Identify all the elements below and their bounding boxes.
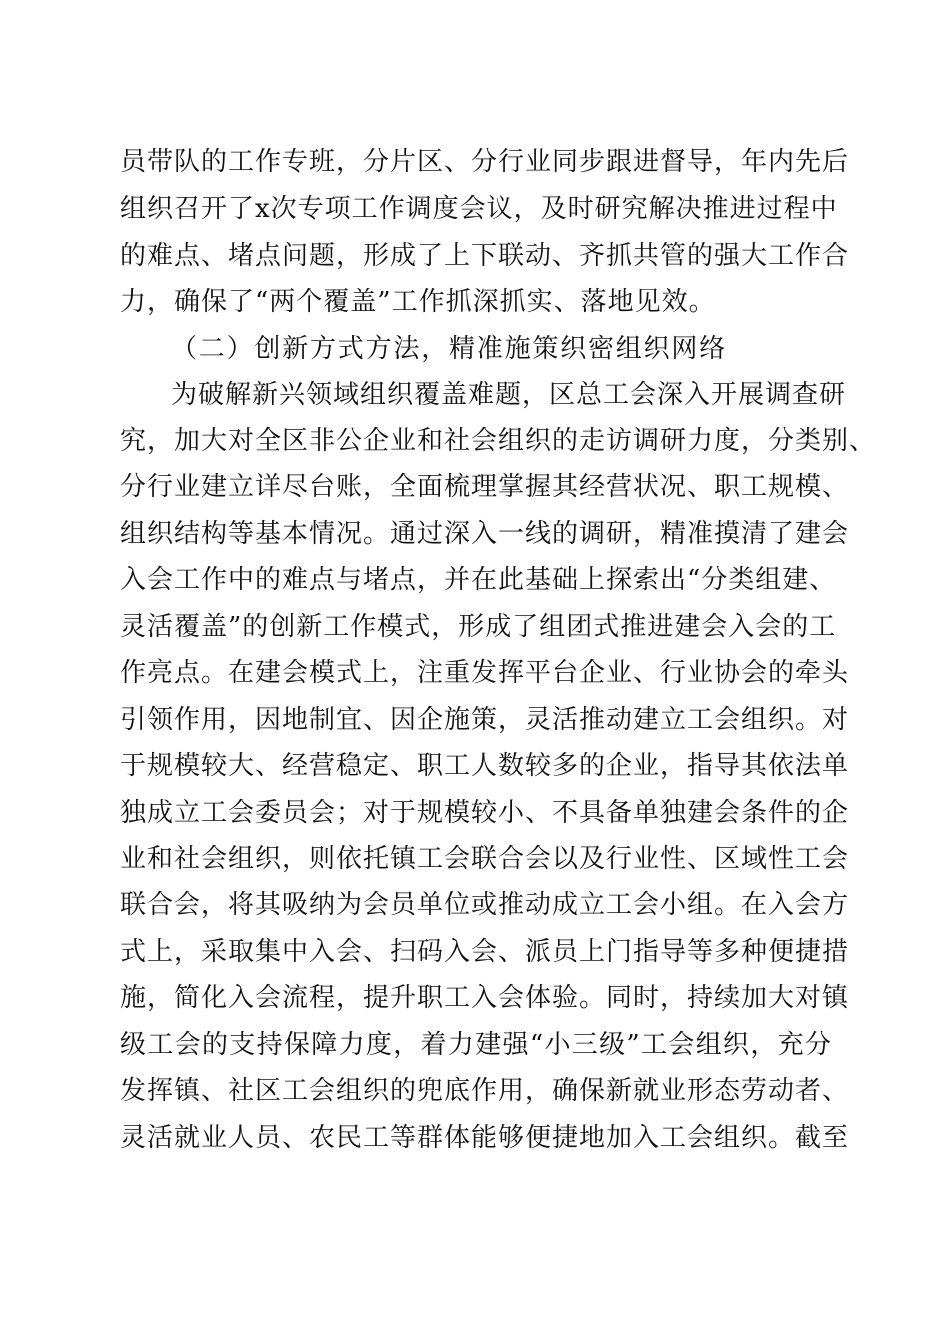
- paragraph-2-line-8: 引领作用，因地制宜、因企施策，灵活推动建立工会组织。对: [120, 705, 850, 735]
- paragraph-2-line-3: 分行业建立详尽台账，全面梳理掌握其经营状况、职工规模、: [120, 472, 850, 502]
- paragraph-2-line-7: 作亮点。在建会模式上，注重发挥平台企业、行业协会的牵头: [120, 658, 850, 688]
- paragraph-1-line-2: 组织召开了x次专项工作调度会议，及时研究解决推进过程中: [120, 194, 838, 224]
- paragraph-2-line-4: 组织结构等基本情况。通过深入一线的调研，精准摸清了建会: [120, 519, 850, 549]
- paragraph-2-line-15: 级工会的支持保障力度，着力建强“小三级”工会组织，充分: [120, 1030, 832, 1060]
- paragraph-1-line-1: 员带队的工作专班，分片区、分行业同步跟进督导，年内先后: [120, 147, 850, 177]
- paragraph-2-line-9: 于规模较大、经营稳定、职工人数较多的企业，指导其依法单: [120, 751, 850, 781]
- paragraph-1-line-3: 的难点、堵点问题，形成了上下联动、齐抓共管的强大工作合: [120, 241, 850, 271]
- paragraph-2-line-5: 入会工作中的难点与堵点，并在此基础上探索出“分类组建、: [120, 565, 837, 595]
- paragraph-2-line-12: 联合会，将其吸纳为会员单位或推动成立工会小组。在入会方: [120, 890, 850, 920]
- paragraph-2-line-1: 为破解新兴领域组织覆盖难题，区总工会深入开展调查研: [171, 380, 847, 410]
- paragraph-2-line-13: 式上，采取集中入会、扫码入会、派员上门指导等多种便捷措: [120, 937, 850, 967]
- paragraph-2-line-16: 发挥镇、社区工会组织的兜底作用，确保新就业形态劳动者、: [120, 1076, 850, 1106]
- paragraph-2-line-14: 施，简化入会流程，提升职工入会体验。同时，持续加大对镇: [120, 983, 850, 1013]
- paragraph-2-line-11: 业和社会组织，则依托镇工会联合会以及行业性、区域性工会: [120, 844, 850, 874]
- paragraph-2-line-2: 究，加大对全区非公企业和社会组织的走访调研力度，分类别、: [120, 426, 877, 456]
- paragraph-2-line-10: 独成立工会委员会；对于规模较小、不具备单独建会条件的企: [120, 798, 850, 828]
- paragraph-2-line-17: 灵活就业人员、农民工等群体能够便捷地加入工会组织。截至: [120, 1123, 850, 1153]
- section-heading: （二）创新方式方法，精准施策织密组织网络: [171, 334, 728, 364]
- paragraph-2-line-6: 灵活覆盖”的创新工作模式，形成了组团式推进建会入会的工: [120, 612, 837, 642]
- paragraph-1-line-4: 力，确保了“两个覆盖”工作抓深抓实、落地见效。: [120, 287, 716, 317]
